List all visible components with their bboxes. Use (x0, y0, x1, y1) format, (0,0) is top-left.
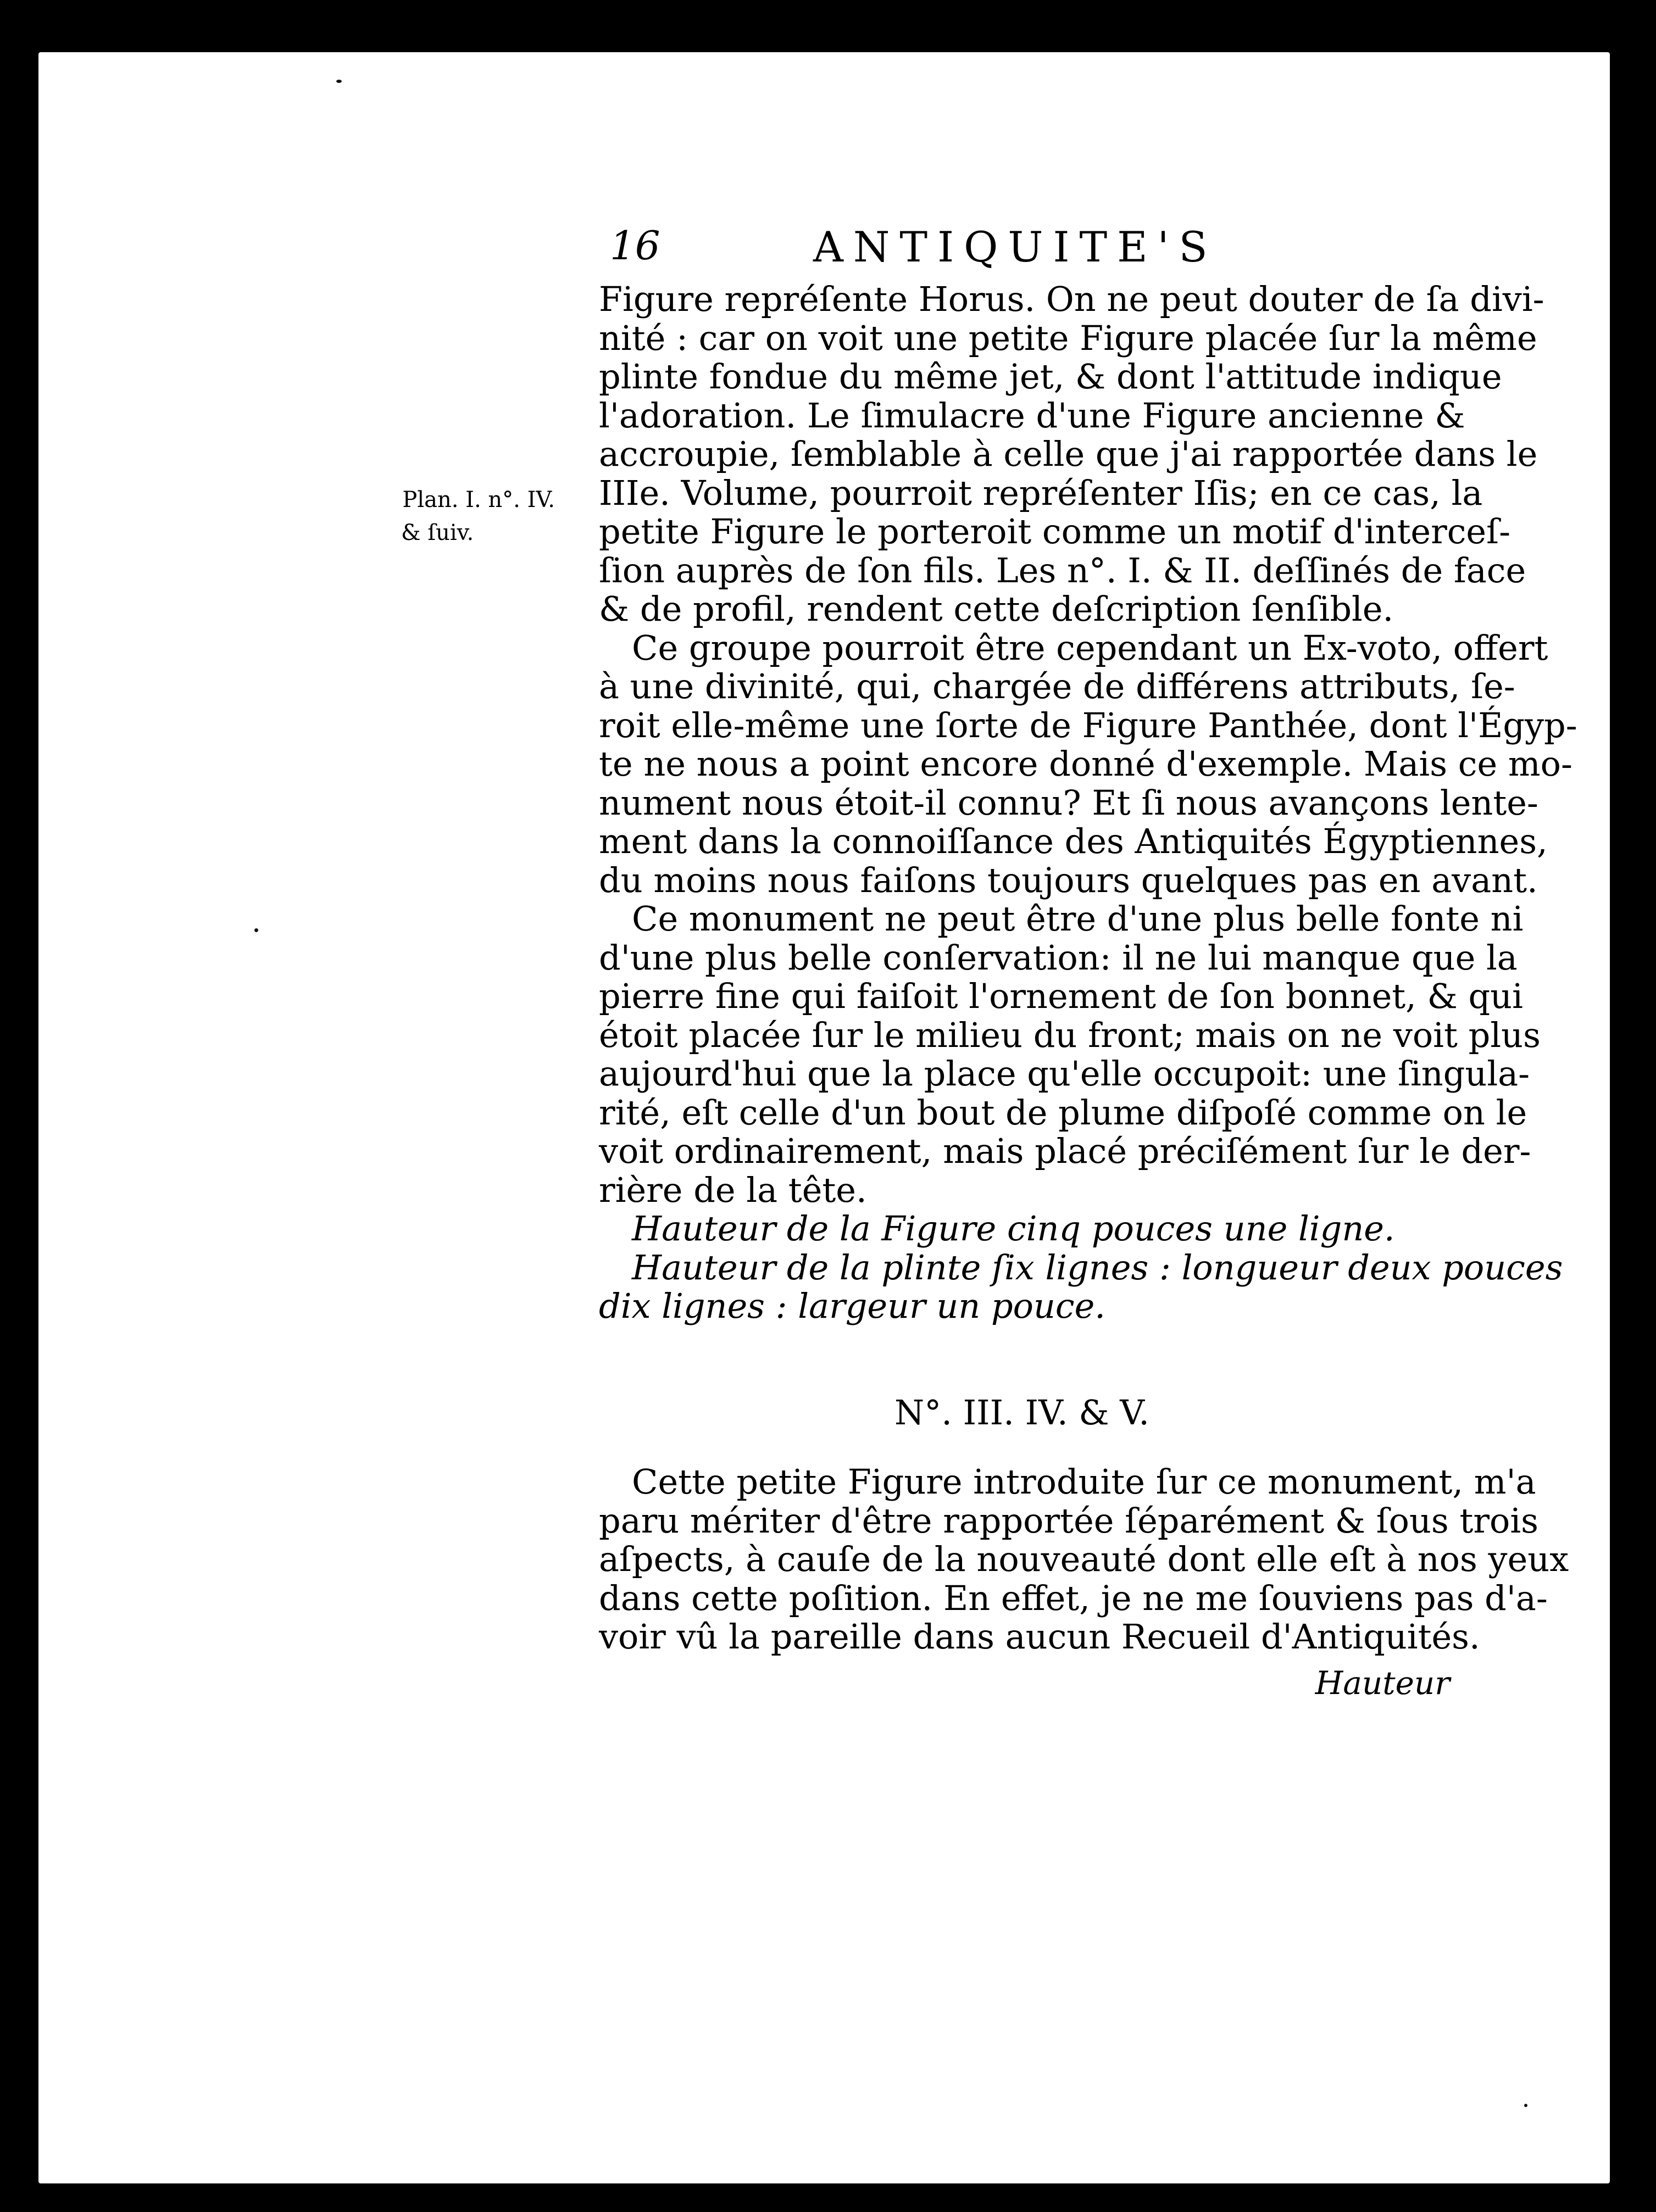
text-line: Ce monument ne peut être d'une plus belle fonte ni (632, 899, 1524, 939)
catchword: Hauteur (1315, 1664, 1450, 1702)
margin-note (401, 483, 555, 549)
text-line: du moins nous faiſons toujours quelques pas en avant. (599, 860, 1538, 900)
ink-speck (336, 80, 342, 83)
text-line: paru mériter d'être rapportée ſéparément & ſous trois (599, 1500, 1538, 1541)
text-line: aujourd'hui que la place qu'elle occupoit: une ſingula- (599, 1054, 1530, 1094)
text-line: rière de la tête. (599, 1169, 867, 1210)
text-line: aſpects, à cauſe de la nouveauté dont elle eſt à nos yeux (599, 1539, 1569, 1579)
text-line: voit ordinairement, mais placé préciſément ſur le der- (599, 1131, 1531, 1171)
text-line: nité : car on voit une petite Figure placée ſur la même (599, 317, 1537, 358)
text-line: Ce groupe pourroit être cependant un Ex-voto, offert (632, 627, 1548, 668)
text-line: nument nous étoit-il connu? Et ſi nous avançons lente- (599, 782, 1538, 823)
text-line: étoit placée ſur le milieu du front; mais on ne voit plus (599, 1015, 1541, 1055)
text-line: accroupie, ſemblable à celle que j'ai rapportée dans le (599, 434, 1538, 474)
ink-speck (254, 928, 258, 932)
text-line: Cette petite Figure introduite ſur ce monument, m'a (632, 1462, 1536, 1502)
text-line: rité, eſt celle d'un bout de plume diſpoſé comme on le (599, 1092, 1527, 1133)
text-line: l'adoration. Le ſimulacre d'une Figure ancienne & (599, 395, 1465, 436)
text-line: dans cette poſition. En effet, je ne me ſouviens pas d'a- (599, 1578, 1548, 1618)
section-heading: N°. III. IV. & V. (894, 1392, 1149, 1433)
running-head: ANTIQUITE'S (813, 222, 1218, 271)
page-number: 16 (610, 222, 660, 269)
text-line: ſion auprès de ſon fils. Les n°. I. & II. deſſinés de face (599, 550, 1526, 590)
text-line: ment dans la connoiſſance des Antiquités Égyptiennes, (599, 821, 1548, 861)
text-line: à une divinité, qui, chargée de différens attributs, ſe- (599, 666, 1515, 706)
measurement-line: dix lignes : largeur un pouce. (599, 1286, 1106, 1326)
text-line: voir vû la pareille dans aucun Recueil d'Antiquités. (599, 1617, 1480, 1657)
text-line: Figure repréſente Horus. On ne peut douter de ſa divi- (599, 279, 1544, 319)
ink-speck (1524, 2104, 1527, 2107)
margin-note-line: Plan. I. n°. IV. (402, 487, 555, 512)
text-line: & de profil, rendent cette deſcription ſenſible. (599, 589, 1394, 629)
text-line: IIIe. Volume, pourroit repréſenter Iſis; en ce cas, la (599, 472, 1483, 513)
text-line: roit elle-même une ſorte de Figure Panthée, dont l'Égyp- (599, 705, 1577, 745)
text-line: d'une plus belle conſervation: il ne lui manque que la (599, 937, 1518, 978)
body-text (599, 279, 1577, 1326)
measurement-line: Hauteur de la plinte ſix lignes : longueur deux pouces (632, 1247, 1563, 1288)
text-line: petite Figure le porteroit comme un motif d'interceſ- (599, 511, 1511, 551)
measurement-line: Hauteur de la Figure cinq pouces une ligne. (632, 1208, 1395, 1249)
body-text-final (599, 1462, 1569, 1657)
text-line: plinte fondue du même jet, & dont l'attitude indique (599, 356, 1502, 397)
text-line: te ne nous a point encore donné d'exemple. Mais ce mo- (599, 744, 1572, 784)
margin-note-line: & ſuiv. (401, 520, 474, 545)
text-line: pierre fine qui faiſoit l'ornement de ſon bonnet, & qui (599, 976, 1523, 1016)
